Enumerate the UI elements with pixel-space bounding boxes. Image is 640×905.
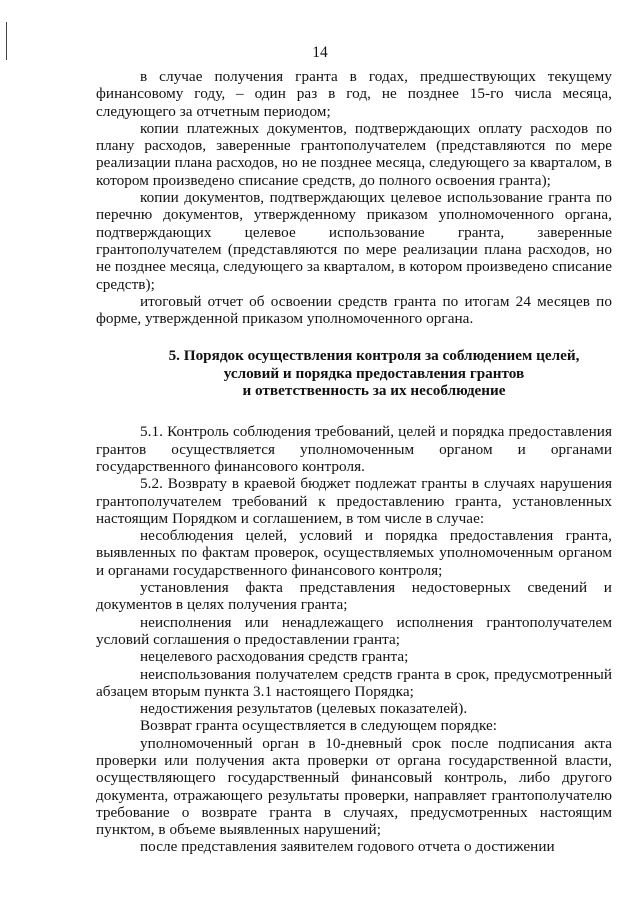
paragraph: 5.2. Возврату в краевой бюджет подлежат гранты в случаях нарушения грантополучателем требований к предоставлению гранта, установленных настоящим Порядком и соглашением, в том числе в случае:: [96, 475, 612, 527]
paragraph: уполномоченный орган в 10-дневный срок после подписания акта проверки или получения акта проверки от органа государственной власти, осуществляющего государственный финансовый контроль, либо другого документа, отражающего результаты проверки, направляет грантополучателю требование о возврате гранта в случаях, предусмотренных настоящим пунктом, в объеме выявленных нарушений;: [96, 734, 612, 839]
paragraph: после представления заявителем годового отчета о достижении: [140, 838, 555, 856]
page-number: 14: [312, 44, 328, 61]
paragraph: нецелевого расходования средств гранта;: [140, 648, 409, 666]
paragraph: копии платежных документов, подтверждающих оплату расходов по плану расходов, заверенные грантополучателем (представляются по мере реализации плана расходов, но не позднее месяца, следующего за кварталом, в котором произведено списание средств, до полного освоения гранта);: [96, 119, 612, 189]
paragraph: неиспользования получателем средств гранта в срок, предусмотренный абзацем вторым пункта 3.1 настоящего Порядка;: [96, 665, 612, 700]
section-title-line: условий и порядка предоставления грантов: [223, 364, 525, 382]
section-title: [96, 347, 612, 399]
page-content: [96, 68, 612, 856]
paragraph: установления факта представления недостоверных сведений и документов в целях получения гранта;: [96, 579, 612, 614]
paragraph: в случае получения гранта в годах, предшествующих текущему финансовому году, – один раз в год, не позднее 15-го числа месяца, следующего за отчетным периодом;: [96, 68, 612, 120]
paragraph: Возврат гранта осуществляется в следующем порядке:: [140, 717, 498, 735]
paragraph: неисполнения или ненадлежащего исполнения грантополучателем условий соглашения о предоставлении гранта;: [96, 613, 612, 648]
section-title-line: 5. Порядок осуществления контроля за соблюдением целей,: [168, 347, 580, 365]
paragraph: 5.1. Контроль соблюдения требований, целей и порядка предоставления грантов осуществляется уполномоченным органом и органами государственного финансового контроля.: [96, 423, 612, 475]
paragraph: несоблюдения целей, условий и порядка предоставления гранта, выявленных по фактам проверок, осуществляемых уполномоченным органом и органами государственного финансового контроля;: [96, 527, 612, 579]
paragraph: итоговый отчет об освоении средств гранта по итогам 24 месяцев по форме, утвержденной приказом уполномоченного органа.: [96, 292, 612, 328]
paragraph: копии документов, подтверждающих целевое использование гранта по перечню документов, утвержденному приказом уполномоченного органа, подтверждающих целевое использование гранта, заверенные грантополучателем (представляются по мере реализации плана расходов, но не позднее месяца, следующего за кварталом, в котором произведено списание средств);: [96, 189, 612, 293]
paragraph: недостижения результатов (целевых показателей).: [140, 700, 468, 718]
section-title-line: и ответственность за их несоблюдение: [242, 382, 506, 400]
